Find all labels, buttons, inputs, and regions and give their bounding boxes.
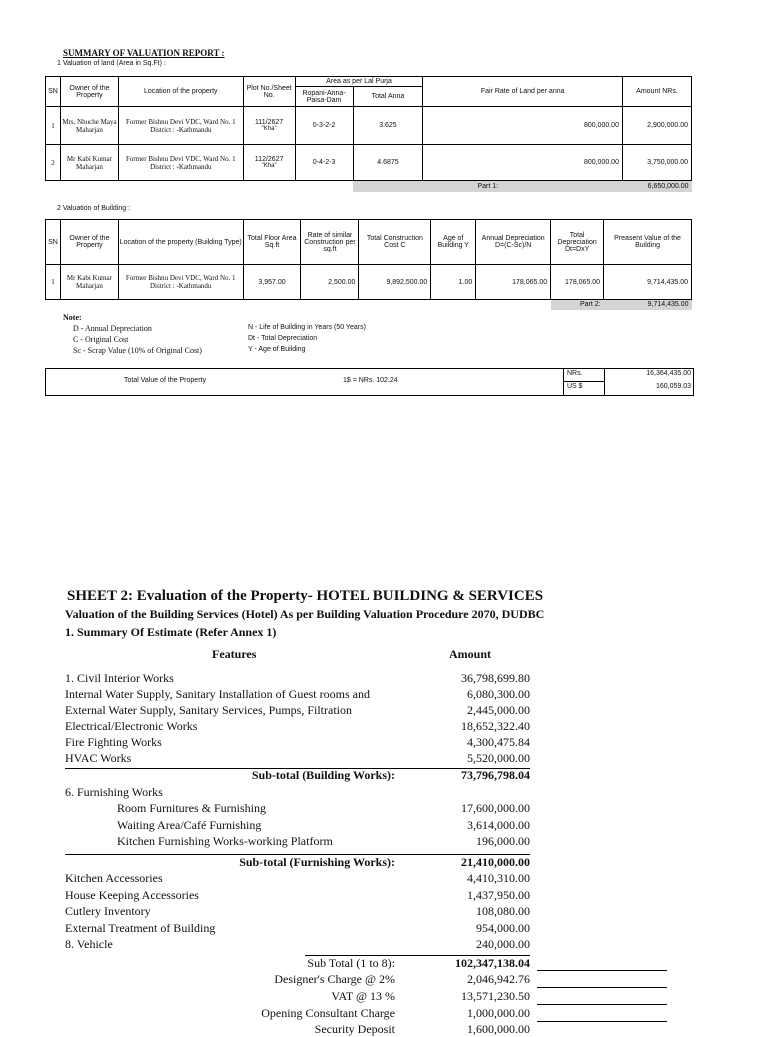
building-valuation-table bbox=[45, 219, 692, 310]
col-total-anna: Total Anna bbox=[353, 87, 423, 107]
total-value-box bbox=[45, 368, 694, 396]
estimate-label: Designer's Charge @ 2% bbox=[274, 972, 395, 986]
col-ropani: Ropani-Anna-Paisa-Dam bbox=[295, 87, 353, 107]
estimate-amount: 1,437,950.00 bbox=[467, 888, 530, 902]
estimate-amount: 13,571,230.50 bbox=[461, 989, 530, 1003]
col-owner: Owner of the Property bbox=[60, 220, 118, 265]
sheet2-title: SHEET 2: Evaluation of the Property- HOTEL BUILDING & SERVICES bbox=[67, 588, 544, 604]
estimate-row bbox=[65, 833, 530, 849]
col-age: Age of Building Y bbox=[431, 220, 476, 265]
estimate-row bbox=[65, 800, 530, 816]
table-row: 1 Mr Kabi Kumar Maharjan Former Bishnu Devi VDC, Ward No. 1 District : -Kathmandu 3,957.00 2,500.00 9,892,500.00 1.00 178,065.00 178,065.00 9,714,435.00 bbox=[46, 265, 692, 300]
total-label: Total Value of the Property bbox=[124, 377, 206, 384]
estimate-label: Security Deposit bbox=[314, 1022, 395, 1036]
exchange-rate: 1$ = NRs. 102.24 bbox=[343, 377, 398, 384]
estimate-row bbox=[65, 784, 530, 800]
estimate-amount: 4,300,475.84 bbox=[467, 735, 530, 749]
summary-heading: 1. Summary Of Estimate (Refer Annex 1) bbox=[65, 625, 277, 639]
col-location: Location of the property (Building Type) bbox=[118, 220, 243, 265]
estimate-row bbox=[65, 971, 530, 987]
estimate-row bbox=[65, 854, 530, 870]
estimate-label: Opening Consultant Charge bbox=[261, 1006, 395, 1020]
col-plot: Plot No./Sheet No. bbox=[243, 77, 295, 107]
building-caption: 2 Valuation of Building : bbox=[57, 205, 131, 212]
land-caption: 1 Valuation of land (Area in Sq.Ft) : bbox=[57, 60, 166, 67]
nrs-value: 16,364,435.00 bbox=[646, 370, 691, 377]
estimate-label: Kitchen Accessories bbox=[65, 871, 163, 885]
col-fair-rate: Fair Rate of Land per anna bbox=[423, 77, 623, 107]
sheet2-subtitle: Valuation of the Building Services (Hotel) As per Building Valuation Procedure 2070, DUDBC bbox=[65, 607, 545, 621]
col-total-dep: Total Depreciation Dt=DxY bbox=[551, 220, 604, 265]
estimate-amount: 21,410,000.00 bbox=[461, 855, 530, 869]
estimate-label: House Keeping Accessories bbox=[65, 888, 199, 902]
estimate-row bbox=[65, 1005, 530, 1021]
estimate-row bbox=[65, 750, 530, 766]
table-row: 1 Mrs. Nhuche Maya Maharjan Former Bishnu Devi VDC, Ward No. 1 District : -Kathmandu 111/2627 "Kha" 0-3-2-2 3.625 800,000.00 2,900,000.00 bbox=[46, 107, 692, 145]
col-amount: Amount NRs. bbox=[622, 77, 691, 107]
estimate-label: HVAC Works bbox=[65, 751, 132, 765]
estimate-row bbox=[65, 955, 530, 971]
col-location: Location of the property bbox=[118, 77, 243, 107]
estimate-label: 8. Vehicle bbox=[65, 937, 113, 951]
col-sn: SN bbox=[46, 220, 61, 265]
estimate-row bbox=[65, 767, 530, 783]
col-present-value: Preasent Value of the Building bbox=[604, 220, 692, 265]
estimate-label: Sub Total (1 to 8): bbox=[307, 956, 395, 970]
estimate-amount: 1,000,000.00 bbox=[467, 1006, 530, 1020]
estimate-row bbox=[65, 936, 530, 952]
estimate-amount: 4,410,310.00 bbox=[467, 871, 530, 885]
part2-label: Part 2: bbox=[551, 300, 604, 310]
estimate-label: Room Furnitures & Furnishing bbox=[117, 801, 267, 815]
estimate-label: Sub-total (Building Works): bbox=[251, 768, 395, 782]
col-rate: Rate of similar Construction per sq.ft bbox=[301, 220, 359, 265]
estimate-label: Internal Water Supply, Sanitary Installation of Guest rooms and bbox=[65, 687, 370, 701]
estimate-amount: 196,000.00 bbox=[476, 834, 530, 848]
amount-header: Amount bbox=[449, 647, 492, 661]
estimate-row bbox=[65, 702, 530, 718]
part1-value: 6,650,000.00 bbox=[622, 181, 691, 192]
estimate-amount: 73,796,798.04 bbox=[461, 768, 530, 782]
estimate-amount: 2,445,000.00 bbox=[467, 703, 530, 717]
estimate-label: External Treatment of Building bbox=[65, 921, 216, 935]
col-area-group: Area as per Lal Purja bbox=[295, 77, 423, 87]
col-floor-area: Total Floor Area Sq.ft bbox=[243, 220, 301, 265]
estimate-label: 1. Civil Interior Works bbox=[65, 671, 174, 685]
estimate-row bbox=[65, 920, 530, 936]
estimate-amount: 108,080.00 bbox=[476, 904, 530, 918]
estimate-amount: 3,614,000.00 bbox=[467, 818, 530, 832]
estimate-label: Sub-total (Furnishing Works): bbox=[239, 855, 395, 869]
part2-value: 9,714,435.00 bbox=[604, 300, 692, 310]
col-cost: Total Construction Cost C bbox=[359, 220, 431, 265]
estimate-amount: 17,600,000.00 bbox=[461, 801, 530, 815]
estimate-amount: 954,000.00 bbox=[476, 921, 530, 935]
estimate-row bbox=[65, 903, 530, 919]
estimate-row bbox=[65, 1021, 530, 1037]
estimate-amount: 102,347,138.04 bbox=[455, 956, 530, 970]
col-owner: Owner of the Property bbox=[60, 77, 118, 107]
estimate-label: Waiting Area/Café Furnishing bbox=[117, 818, 262, 832]
usd-label: US $ bbox=[567, 383, 583, 390]
estimate-row bbox=[65, 670, 530, 686]
estimate-label: Cutlery Inventory bbox=[65, 904, 151, 918]
col-annual-dep: Annual Depreciation D=(C-Sc)/N bbox=[476, 220, 551, 265]
estimate-amount: 18,652,322.40 bbox=[461, 719, 530, 733]
estimate-label: External Water Supply, Sanitary Services, Pumps, Filtration bbox=[65, 703, 352, 717]
estimate-label: Kitchen Furnishing Works-working Platform bbox=[117, 834, 333, 848]
col-sn: SN bbox=[46, 77, 61, 107]
estimate-row bbox=[65, 734, 530, 750]
features-header: Features bbox=[212, 647, 257, 661]
estimate-row bbox=[65, 988, 530, 1004]
estimate-amount: 240,000.00 bbox=[476, 937, 530, 951]
estimate-row bbox=[65, 686, 530, 702]
estimate-row bbox=[65, 817, 530, 833]
estimate-amount: 6,080,300.00 bbox=[467, 687, 530, 701]
estimate-amount: 5,520,000.00 bbox=[467, 751, 530, 765]
usd-value: 160,059.03 bbox=[655, 383, 691, 390]
estimate-row bbox=[65, 887, 530, 903]
notes-right: N - Life of Building in Years (50 Years) Dt - Total Depreciation Y - Age of Building bbox=[248, 324, 366, 353]
table-row: 2 Mr Kabi Kumar Maharjan Former Bishnu Devi VDC, Ward No. 1 District : -Kathmandu 112/2627 "Kha" 0-4-2-3 4.6875 800,000.00 3,750,000.00 bbox=[46, 145, 692, 181]
part1-label: Part 1: bbox=[353, 181, 622, 192]
estimate-row bbox=[65, 870, 530, 886]
notes: Note: D - Annual Depreciation C - Original Cost Sc - Scrap Value (10% of Original Cost) bbox=[63, 313, 202, 355]
estimate-label: 6. Furnishing Works bbox=[65, 785, 163, 799]
estimate-row bbox=[65, 718, 530, 734]
estimate-label: Fire Fighting Works bbox=[65, 735, 162, 749]
estimate-label: Electrical/Electronic Works bbox=[65, 719, 198, 733]
land-valuation-table bbox=[45, 76, 692, 192]
estimate-amount: 1,600,000.00 bbox=[467, 1022, 530, 1036]
estimate-amount: 36,798,699.80 bbox=[461, 671, 530, 685]
summary-title: SUMMARY OF VALUATION REPORT : bbox=[63, 48, 225, 58]
estimate-amount: 2,046,942.76 bbox=[467, 972, 530, 986]
estimate-label: VAT @ 13 % bbox=[331, 989, 395, 1003]
nrs-label: NRs. bbox=[567, 370, 583, 377]
